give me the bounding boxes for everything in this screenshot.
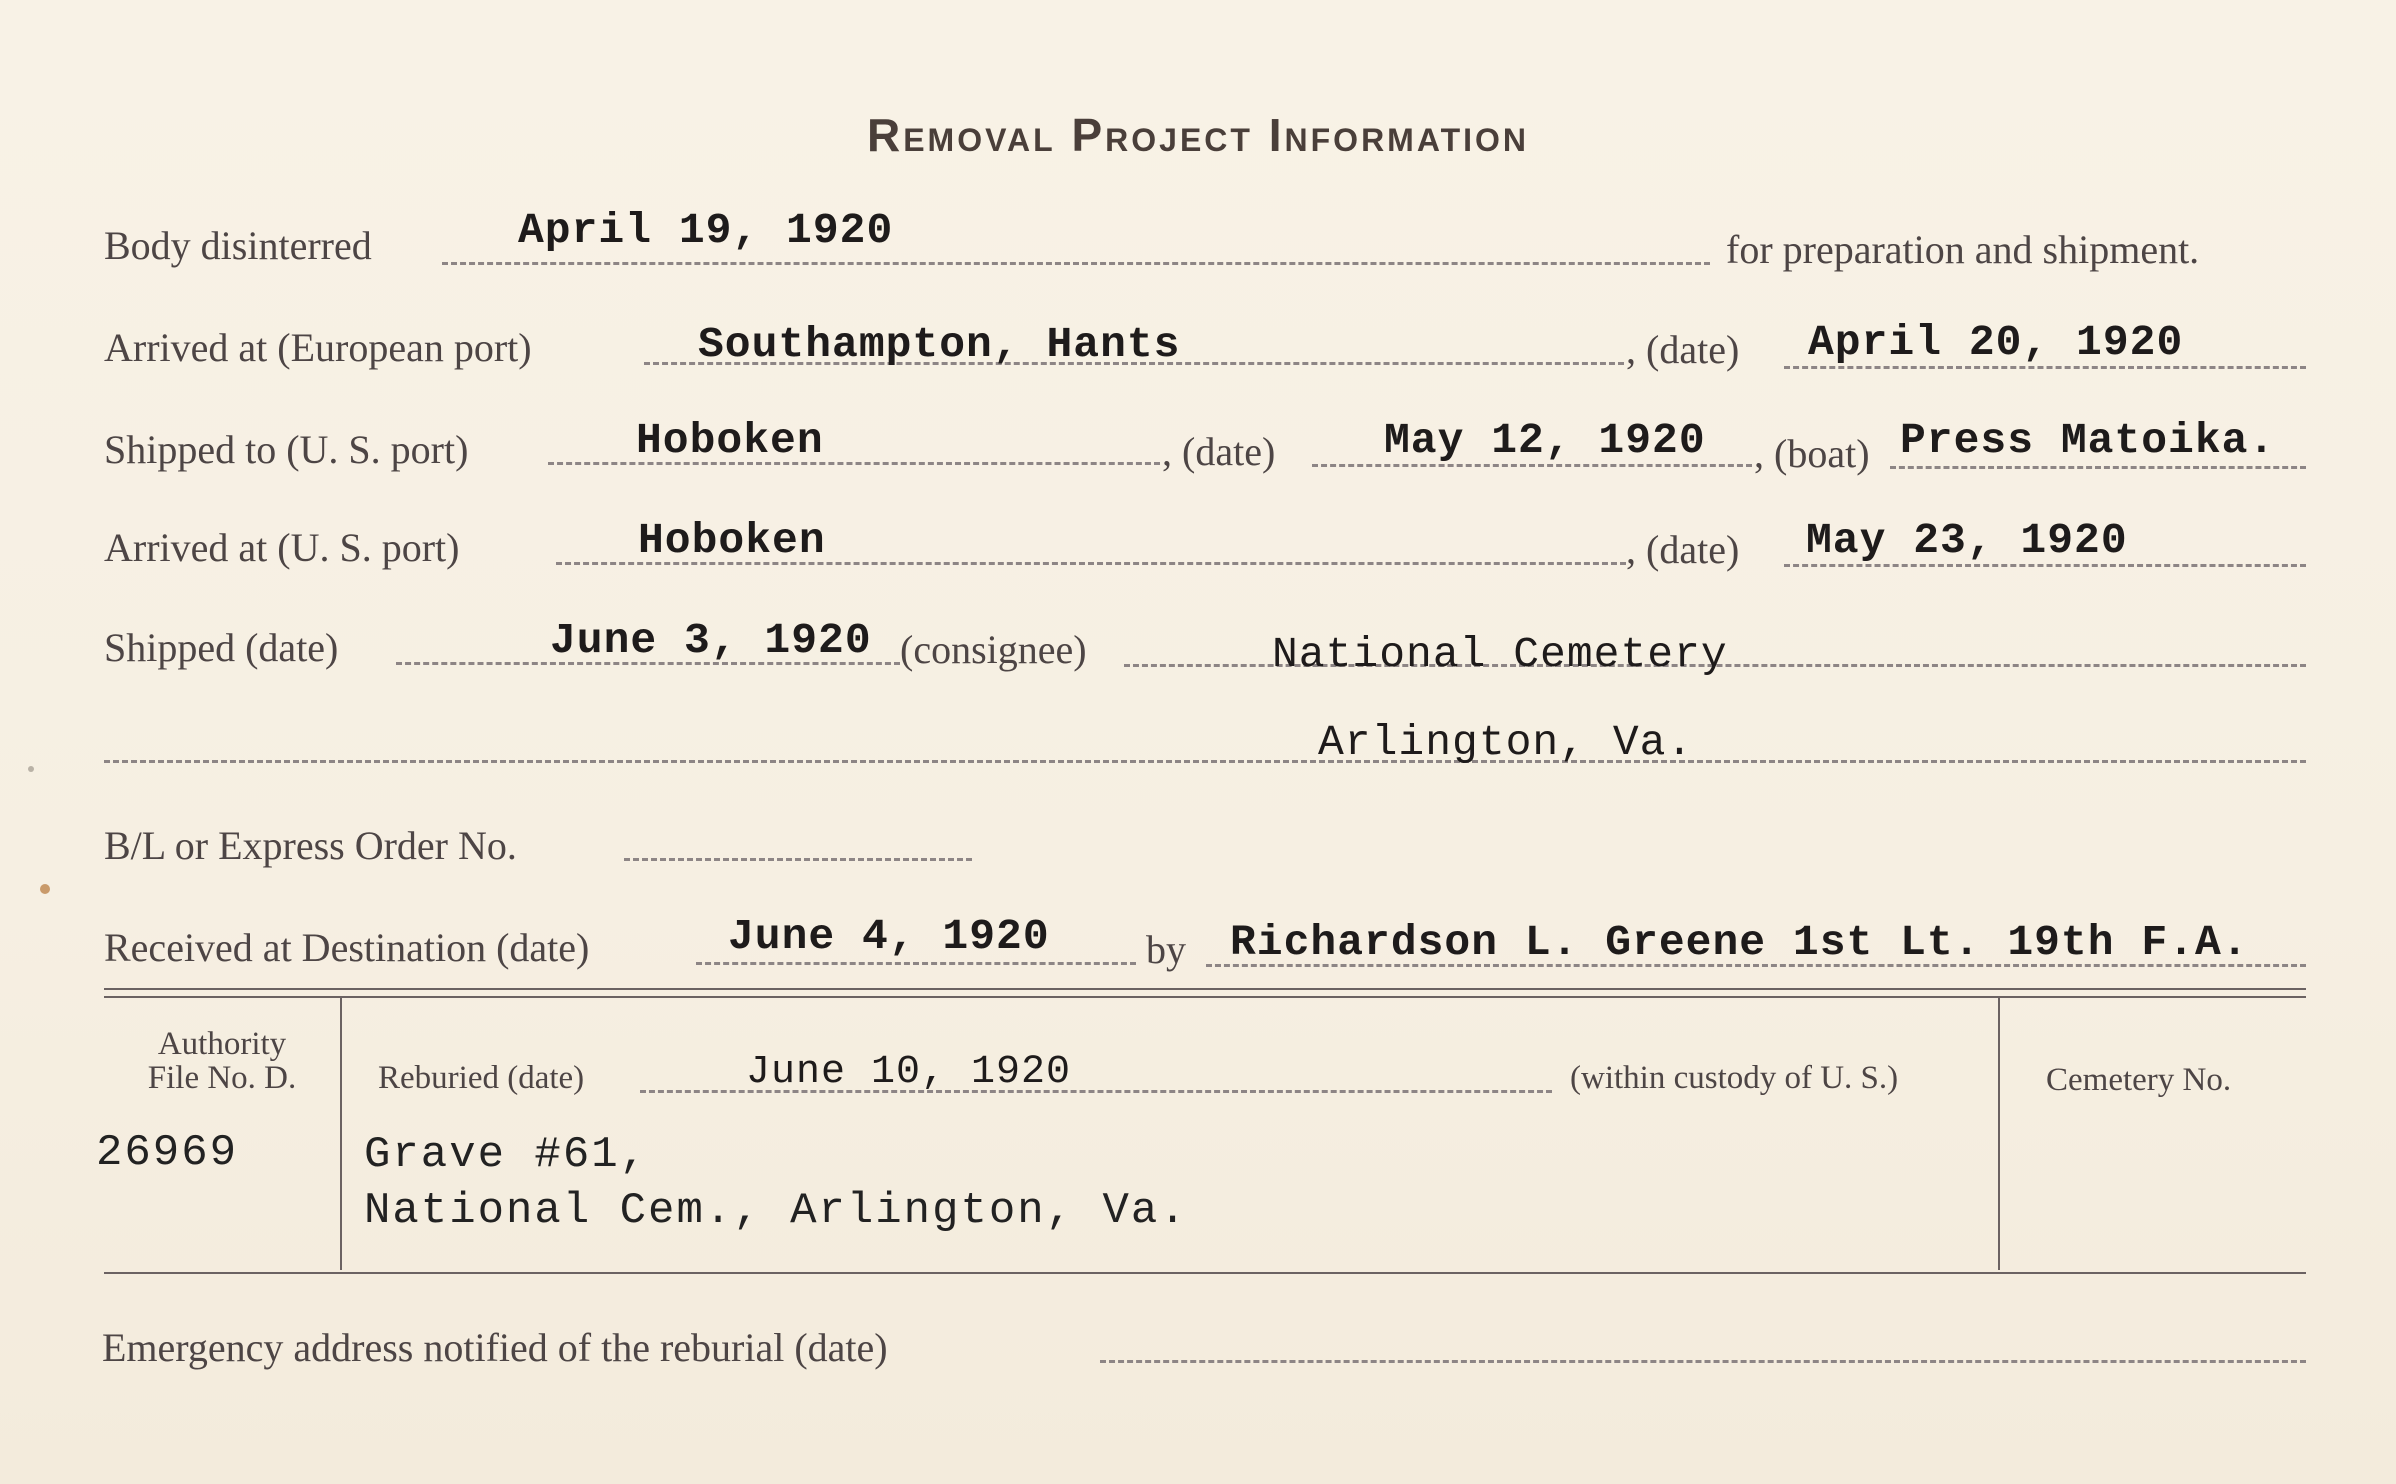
file-no-value: 26969 — [96, 1128, 239, 1178]
shipped-us-date-value: May 12, 1920 — [1384, 416, 1706, 465]
shipped-label: Shipped (date) — [104, 625, 339, 670]
arrived-european-date-value: April 20, 1920 — [1808, 318, 2184, 367]
arrived-us-date-label: , (date) — [1626, 527, 1740, 572]
received-line — [696, 962, 1136, 965]
box-top-rule-1 — [104, 988, 2306, 990]
consignee-label: (consignee) — [900, 627, 1087, 672]
disinterred-label: Body disinterred — [104, 223, 372, 268]
reburied-label: Reburied (date) — [378, 1060, 585, 1096]
box-divider-left — [340, 998, 342, 1270]
grave-line2: National Cem., Arlington, Va. — [364, 1186, 1188, 1236]
page-title: Removal Project Information — [866, 109, 1530, 161]
custody-label: (within custody of U. S.) — [1570, 1060, 1899, 1096]
received-by-value: Richardson L. Greene 1st Lt. 19th F.A. — [1230, 918, 2249, 967]
disinterred-suffix: for preparation and shipment. — [1726, 227, 2200, 272]
shipped-us-value: Hoboken — [636, 416, 824, 465]
box-divider-right — [1998, 998, 2000, 1270]
shipped-us-boat-line — [1890, 466, 2306, 469]
consignee-line-2 — [104, 760, 2306, 763]
disinterred-line — [442, 262, 1710, 265]
paper-speck — [40, 884, 50, 894]
box-bottom-rule — [104, 1272, 2306, 1274]
reburied-value: June 10, 1920 — [746, 1050, 1072, 1095]
emergency-line — [1100, 1360, 2306, 1363]
disinterred-value: April 19, 1920 — [518, 206, 894, 255]
arrived-european-value: Southampton, Hants — [698, 320, 1181, 369]
received-label: Received at Destination (date) — [104, 925, 590, 970]
bl-label: B/L or Express Order No. — [104, 823, 517, 868]
received-by-label: by — [1146, 927, 1186, 972]
authority-label: Authority — [157, 1026, 287, 1062]
arrived-european-date-label: , (date) — [1626, 327, 1740, 372]
file-no-label: File No. D. — [147, 1060, 297, 1096]
shipped-us-boat-label: , (boat) — [1754, 431, 1870, 476]
box-top-rule-2 — [104, 996, 2306, 998]
arrived-european-label: Arrived at (European port) — [104, 325, 532, 370]
bl-line — [624, 858, 972, 861]
emergency-label: Emergency address notified of the reburial (date) — [102, 1325, 888, 1370]
shipped-us-date-label: , (date) — [1162, 429, 1276, 474]
arrived-us-date-value: May 23, 1920 — [1806, 516, 2128, 565]
grave-line1: Grave #61, — [364, 1130, 649, 1180]
shipped-us-boat-value: Press Matoika. — [1900, 416, 2276, 465]
cemetery-no-label: Cemetery No. — [2046, 1062, 2232, 1098]
consignee-line1: National Cemetery — [1272, 630, 1728, 679]
arrived-us-label: Arrived at (U. S. port) — [104, 525, 460, 570]
arrived-us-value: Hoboken — [638, 516, 826, 565]
shipped-value: June 3, 1920 — [550, 616, 872, 665]
consignee-line2: Arlington, Va. — [1318, 718, 1694, 767]
received-value: June 4, 1920 — [728, 912, 1050, 961]
paper-speck — [28, 766, 34, 772]
shipped-us-label: Shipped to (U. S. port) — [104, 427, 469, 472]
